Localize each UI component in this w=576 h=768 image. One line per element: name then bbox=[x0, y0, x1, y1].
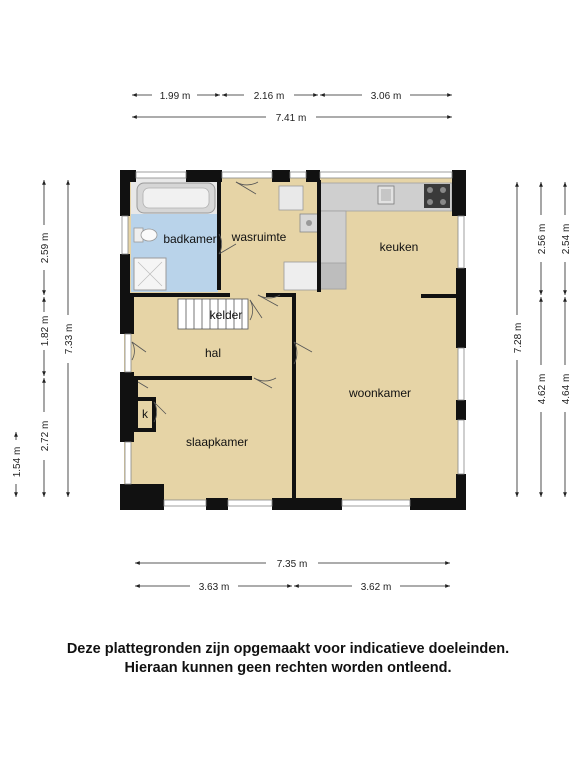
dim-left-mid-3: 2.72 m bbox=[40, 420, 51, 452]
room-label-kelder: kelder bbox=[209, 308, 243, 322]
dim-top-2: 2.16 m bbox=[253, 91, 285, 102]
disclaimer-line-2: Hieraan kunnen geen rechten worden ontleend. bbox=[124, 660, 452, 676]
room-label-keuken: keuken bbox=[379, 240, 419, 254]
dim-top-total: 7.41 m bbox=[275, 113, 307, 124]
dim-top-3: 3.06 m bbox=[370, 91, 402, 102]
room-label-woonkamer: woonkamer bbox=[348, 386, 412, 400]
room-label-badkamer: badkamer bbox=[163, 232, 217, 246]
dim-right-outer-1: 2.54 m bbox=[561, 223, 572, 255]
dim-right-mid-1: 2.56 m bbox=[537, 223, 548, 255]
washer bbox=[279, 186, 303, 210]
dim-left-mid-2: 1.82 m bbox=[40, 315, 51, 347]
room-label-slaapkamer: slaapkamer bbox=[185, 435, 249, 449]
dim-right-mid-2: 4.62 m bbox=[537, 373, 548, 405]
dim-left-mid-1: 2.59 m bbox=[40, 232, 51, 264]
dim-bottom-2: 3.62 m bbox=[360, 582, 392, 593]
cooktop bbox=[424, 184, 450, 208]
dim-left-outer: 1.54 m bbox=[12, 446, 23, 478]
dryer bbox=[284, 262, 318, 290]
dim-right-outer-2: 4.64 m bbox=[561, 373, 572, 405]
dim-right-total: 7.28 m bbox=[513, 322, 524, 354]
room-label-hal: hal bbox=[204, 346, 222, 360]
kitchen-island-end bbox=[320, 263, 346, 289]
dim-bottom-total: 7.35 m bbox=[276, 559, 308, 570]
room-label-k: k bbox=[142, 407, 148, 421]
dim-top-1: 1.99 m bbox=[159, 91, 191, 102]
disclaimer-line-1: Deze plattegronden zijn opgemaakt voor indicatieve doeleinden. bbox=[66, 641, 510, 657]
room-label-wasruimte: wasruimte bbox=[231, 230, 287, 244]
dim-bottom-1: 3.63 m bbox=[198, 582, 230, 593]
dim-left-total: 7.33 m bbox=[64, 323, 75, 355]
